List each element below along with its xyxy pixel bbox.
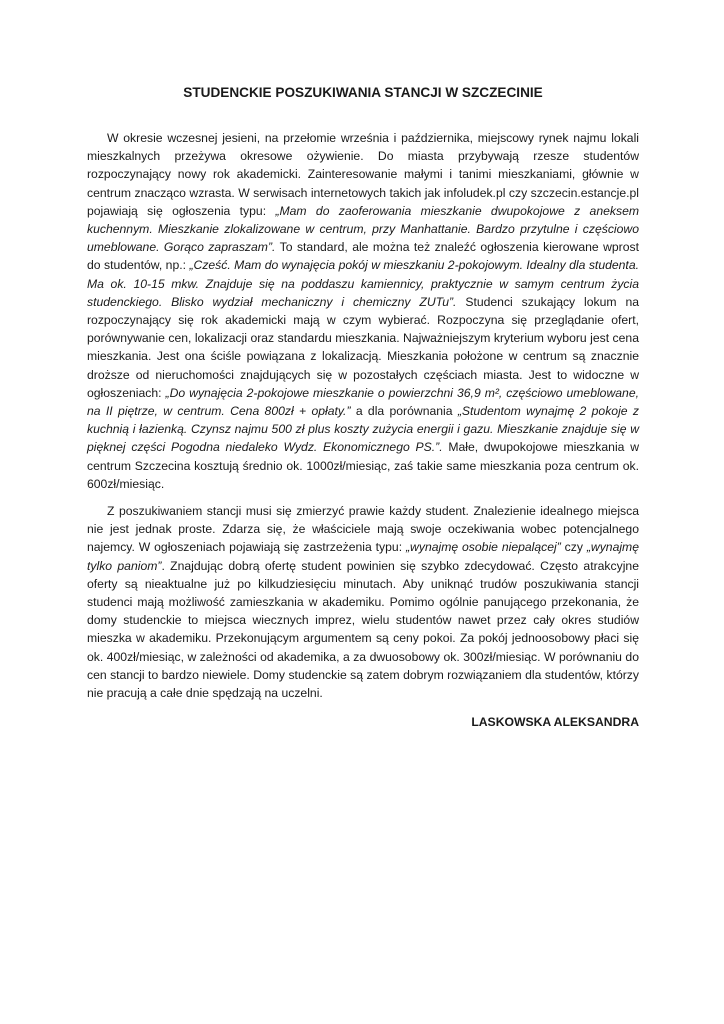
paragraph-text: Studenci szukający lokum na rozpoczynający się rok akademicki mają w czym wybierać. Rozpoczyna się przeglądanie ofert, porównywanie cen, lokalizacji oraz standardu mieszkania. Najważniejszym kryterium wyboru jest cena mieszkania. Jest ona ściśle powiązana z lokalizacją. Mieszkania położone w centrum są znacznie droższe od nieruchomości znajdujących się w pozostałych częściach miasta. Jest to widoczne w ogłoszeniach: <box>87 294 640 400</box>
quoted-listing-text: „Cześć. Mam do wynajęcia pokój w mieszkaniu 2-pokojowym. Idealny dla studenta. Ma ok. 10-15 mkw. Znajduje się na poddaszu kamiennicy, praktycznie w samym centrum życia studenckiego. Blisko wydział mechaniczny i chemiczny ZUTu”. <box>87 258 639 309</box>
quoted-listing-text: „Mam do zaoferowania mieszkanie dwupokojowe z aneksem kuchennym. Mieszkanie zlokalizowane w centrum, przy Manhattanie. Bardzo przytulne i częściowo umeblowane. Gorąco zapraszam”. <box>87 203 639 255</box>
paragraph-text: Z poszukiwaniem stancji musi się zmierzyć prawie każdy student. Znalezienie idealnego miejsca nie jest jednak proste. Zdarza się, że właściciele mają swoje oczekiwania wobec potencjalnego najemcy. W ogłoszeniach pojawiają się zastrzeżenia typu: <box>87 504 639 555</box>
paragraph-text: To standard, ale można też znaleźć ogłoszenia kierowane wprost do studentów, np.: <box>87 240 639 273</box>
quoted-listing-text: „wynajmę tylko paniom” <box>87 540 639 573</box>
paragraph-text: a dla porównania <box>350 404 458 419</box>
paragraph-text: Małe, dwupokojowe mieszkania w centrum Szczecina kosztują średnio ok. 1000zł/miesiąc, zaś takie same mieszkania poza centrum ok. 600zł/miesiąc. <box>87 440 639 491</box>
quoted-listing-text: „wynajmę osobie niepalącej” <box>405 540 561 555</box>
quoted-listing-text: „Do wynajęcia 2-pokojowe mieszkanie o powierzchni 36,9 m², częściowo umeblowane, na II piętrze, w centrum. Cena 800zł + opłaty.” <box>87 385 639 419</box>
paragraph-text: . Znajdując dobrą ofertę student powinien się szybko zdecydować. Często atrakcyjne oferty są nieaktualne już po kilkudziesięciu minutach. Aby uniknąć trudów poszukiwania stancji studenci mają możliwość zamieszkania w akademiku. Pomimo ogólnie panującego przekonania, że domy studenckie to miejsca wiecznych imprez, wielu studentów nawet przez cały okres studiów mieszka w akademiku. Przekonującym argumentem są ceny pokoi. Za pokój jednoosobowy płaci się ok. 400zł/miesiąc, w zależności od akademika, a za dwuosobowy ok. 300zł/miesiąc. W porównaniu do cen stancji to bardzo niewiele. Domy studenckie są zatem dobrym rozwiązaniem dla studentów, którzy nie pracują a całe dnie spędzają na uczelni. <box>87 558 639 701</box>
paragraph-text: W okresie wczesnej jesieni, na przełomie września i października, miejscowy rynek najmu lokali mieszkalnych przeżywa okresowe ożywienie. Do miasta przybywają rzesze studentów rozpoczynający nowy rok akademicki. Zainteresowanie małymi i tanimi mieszkaniami, głównie w centrum znacząco wzrasta. W serwisach internetowych takich jak infoludek.pl czy szczecin.estancje.pl pojawiają się ogłoszenia typu: <box>87 131 639 218</box>
document-title: STUDENCKIE POSZUKIWANIA STANCJI W SZCZECINIE <box>183 85 543 100</box>
document-page <box>87 84 639 732</box>
quoted-listing-text: „Studentom wynajmę 2 pokoje z kuchnią i łazienką. Czynsz najmu 500 zł plus koszty zużycia energii i gazu. Mieszkanie znajduje się w pięknej części Pogodna niedaleko Wydz. Ekonomicznego PS.”. <box>87 404 639 455</box>
author-signature: LASKOWSKA ALEKSANDRA <box>471 715 639 730</box>
paragraph-text: czy <box>560 540 587 555</box>
paragraph-1 <box>87 129 639 493</box>
paragraph-2 <box>87 502 639 702</box>
